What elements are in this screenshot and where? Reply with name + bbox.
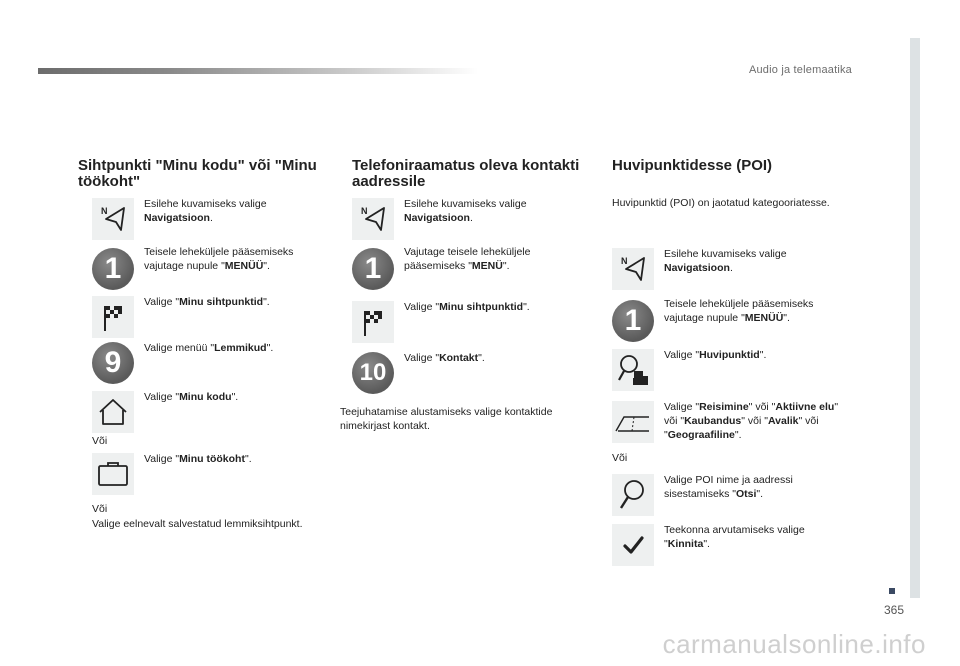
search-icon [612, 474, 654, 516]
step-text: Valige "Minu sihtpunktid". [144, 296, 270, 308]
svg-text:N: N [101, 206, 108, 216]
step-text: Valige "Minu sihtpunktid". [404, 301, 530, 313]
page-number: 365 [884, 603, 905, 617]
step-text: Esilehe kuvamiseks valige Navigatsioon. [144, 198, 267, 224]
road-icon [612, 401, 654, 443]
step-text: Teisele leheküljele pääsemiseks vajutage nupule "MENÜÜ". [664, 298, 814, 324]
page-edge-strip [910, 38, 920, 598]
final-note: Valige eelnevalt salvestatud lemmiksihtpunkt. [92, 518, 303, 530]
or-label: Või [92, 503, 108, 515]
step-text: Valige POI nime ja aadressi sisestamiseks "Otsi". [664, 474, 793, 500]
step-text: Valige "Reisimine" või "Aktiivne elu" või "Kaubandus" või "Avalik" või "Geograafiline". [664, 401, 839, 441]
home-icon [92, 391, 134, 433]
page-marker [889, 588, 895, 594]
checkered-flag-icon [352, 301, 394, 343]
step-text: Valige "Minu kodu". [144, 391, 239, 403]
column-poi [612, 158, 862, 174]
navigation-icon [352, 198, 394, 240]
step-text: Esilehe kuvamiseks valige Navigatsioon. [404, 198, 527, 224]
or-label: Või [92, 435, 108, 447]
step-text: Teisele leheküljele pääsemiseks vajutage nupule "MENÜÜ". [144, 246, 294, 272]
watermark: carmanualsonline.info [662, 629, 926, 659]
column-title: Huvipunktidesse (POI) [612, 157, 773, 174]
final-note: Teejuhatamise alustamiseks valige kontaktide nimekirjast kontakt. [340, 406, 553, 432]
step-number-badge: 1 [92, 248, 134, 290]
column-contact [352, 158, 602, 190]
column-title: Sihtpunkti "Minu kodu" või "Minu töökoht" [78, 157, 317, 190]
header-bar [38, 68, 478, 74]
step-text: Esilehe kuvamiseks valige Navigatsioon. [664, 248, 787, 274]
checkered-flag-icon [92, 296, 134, 338]
step-text: Teekonna arvutamiseks valige "Kinnita". [664, 524, 805, 550]
navigation-icon [92, 198, 134, 240]
step-number-badge: 1 [612, 300, 654, 342]
svg-text:N: N [621, 256, 628, 266]
step-text: Vajutage teisele leheküljele pääsemiseks "MENÜ". [404, 246, 531, 272]
step-number-badge: 10 [352, 352, 394, 394]
step-number-badge: 9 [92, 342, 134, 384]
step-text: Valige "Kontakt". [404, 352, 485, 364]
column-title: Telefoniraamatus oleva kontakti aadressile [352, 157, 580, 190]
step-text: Valige menüü "Lemmikud". [144, 342, 274, 354]
poi-search-icon [612, 349, 654, 391]
step-number-badge: 1 [352, 248, 394, 290]
navigation-icon [612, 248, 654, 290]
section-title: Audio ja telemaatika [748, 64, 852, 76]
check-icon [612, 524, 654, 566]
or-label: Või [612, 452, 628, 464]
briefcase-icon [92, 453, 134, 495]
intro-text: Huvipunktid (POI) on jaotatud kategooriatesse. [612, 197, 830, 209]
step-text: Valige "Minu töökoht". [144, 453, 252, 465]
step-text: Valige "Huvipunktid". [664, 349, 767, 361]
svg-text:N: N [361, 206, 368, 216]
column-home-work [78, 158, 328, 190]
